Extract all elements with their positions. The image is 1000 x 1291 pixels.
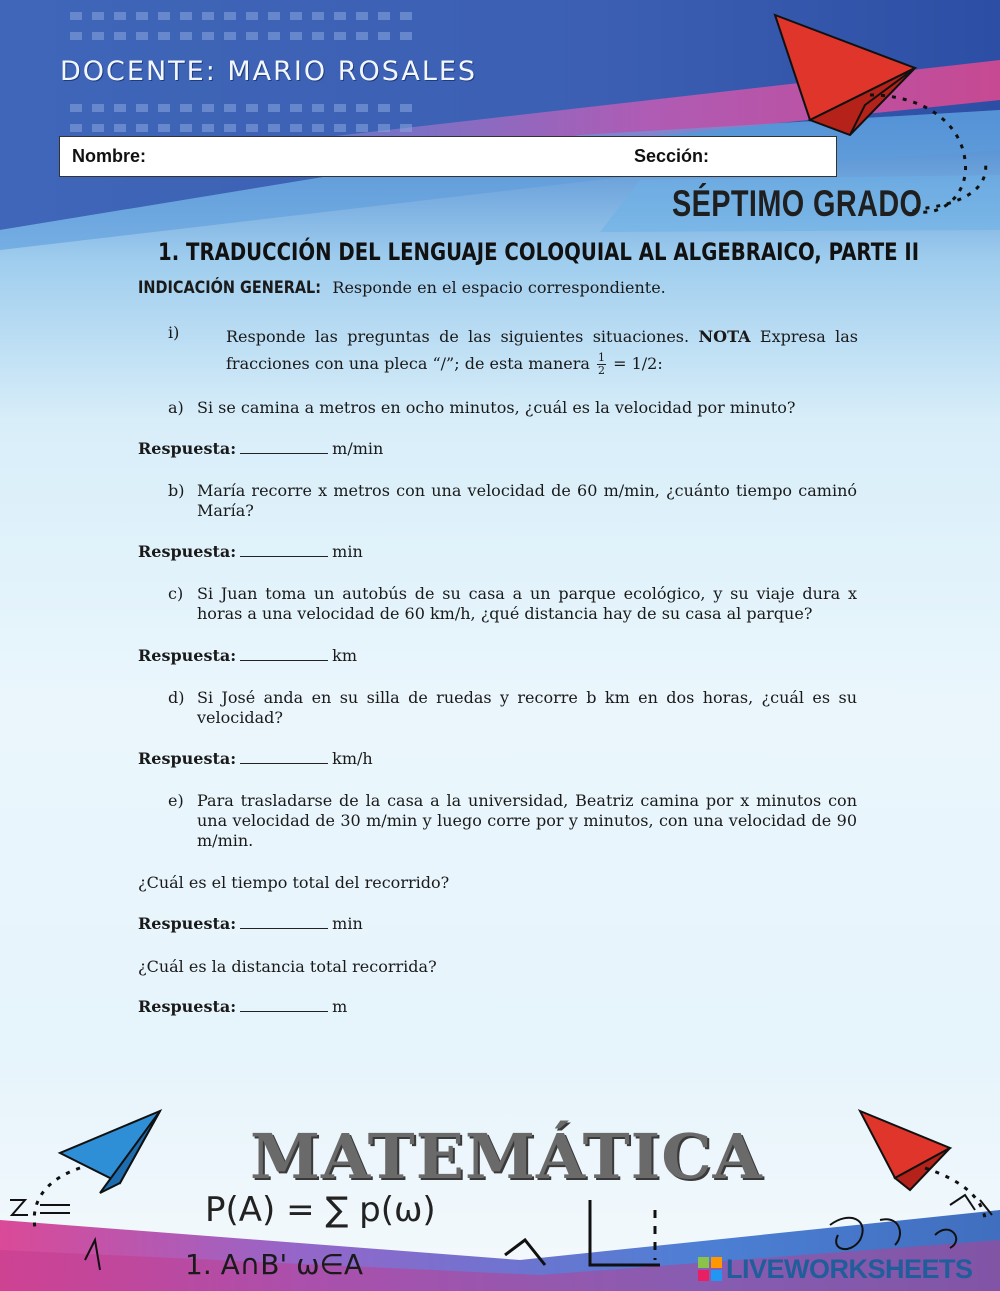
- instruction-text-after: Expresa las fracciones con una pleca “/”; de esta manera: [226, 327, 858, 373]
- answer-a-blank[interactable]: [240, 439, 328, 454]
- question-b-text: María recorre x metros con una velocidad de 60 m/min, ¿cuánto tiempo caminó María?: [197, 481, 857, 520]
- fraction-numerator: 1: [598, 351, 605, 364]
- answer-b: [138, 542, 363, 561]
- liveworksheets-logo[interactable]: LIVEWORKSHEETS: [726, 1254, 973, 1284]
- answer-e-distance: [138, 997, 347, 1016]
- probability-formula: P(A) = ∑ p(ω): [205, 1190, 436, 1230]
- indication-label: INDICACIÓN GENERAL:: [138, 278, 322, 298]
- instruction-text: [226, 323, 858, 377]
- grade-title: SÉPTIMO GRADO: [672, 183, 923, 224]
- answer-label: Respuesta:: [138, 646, 237, 665]
- answer-e-distance-blank[interactable]: [240, 997, 328, 1012]
- indication-text: Responde en el espacio correspondiente.: [332, 278, 666, 297]
- instruction-marker: i): [168, 323, 180, 342]
- question-d-text: Si José anda en su silla de ruedas y recorre b km en dos horas, ¿cuál es su velocidad?: [197, 688, 857, 727]
- question-b-marker: b): [168, 481, 185, 500]
- fraction-denominator: 2: [598, 364, 605, 377]
- liveworksheets-logo-icon: [697, 1256, 723, 1282]
- answer-unit: min: [332, 542, 363, 561]
- answer-d-blank[interactable]: [240, 749, 328, 764]
- answer-a: [138, 439, 383, 458]
- answer-unit: m: [332, 997, 348, 1016]
- instruction-text-before: Responde las preguntas de las siguientes situaciones.: [226, 327, 699, 346]
- answer-b-blank[interactable]: [240, 542, 328, 557]
- question-c-text: Si Juan toma un autobús de su casa a un parque ecológico, y su viaje dura x horas a una velocidad de 60 km/h, ¿qué distancia hay de su casa al parque?: [197, 584, 857, 623]
- answer-unit: km/h: [332, 749, 373, 768]
- question-e-marker: e): [168, 791, 184, 810]
- question-c-marker: c): [168, 584, 184, 603]
- answer-d: [138, 749, 373, 768]
- name-label: Nombre:: [72, 146, 147, 166]
- answer-label: Respuesta:: [138, 749, 237, 768]
- teacher-name: DOCENTE: MARIO ROSALES: [60, 56, 478, 87]
- answer-label: Respuesta:: [138, 997, 237, 1016]
- answer-label: Respuesta:: [138, 914, 237, 933]
- subject-banner: MATEMÁTICA: [250, 1120, 763, 1193]
- answer-unit: m/min: [332, 439, 384, 458]
- question-e-text: Para trasladarse de la casa a la universidad, Beatriz camina por x minutos con una velocidad de 30 m/min y luego corre por y minutos, con una velocidad de 90 m/min.: [197, 791, 857, 850]
- subquestion-distance: ¿Cuál es la distancia total recorrida?: [138, 957, 437, 976]
- set-expression: 1. A∩B' ω∈A: [185, 1248, 364, 1281]
- answer-label: Respuesta:: [138, 439, 237, 458]
- student-info-box: [59, 136, 837, 177]
- question-d-marker: d): [168, 688, 185, 707]
- answer-e-time-blank[interactable]: [240, 914, 328, 929]
- answer-c: [138, 646, 357, 665]
- answer-label: Respuesta:: [138, 542, 237, 561]
- general-indication: [138, 278, 666, 298]
- instruction-text-end: = 1/2:: [608, 354, 663, 373]
- worksheet-title: 1. TRADUCCIÓN DEL LENGUAJE COLOQUIAL AL ALGEBRAICO, PARTE II: [158, 238, 920, 266]
- fraction-example: [597, 352, 606, 377]
- question-a-text: Si se camina a metros en ocho minutos, ¿cuál es la velocidad por minuto?: [197, 398, 796, 417]
- answer-e-time: [138, 914, 363, 933]
- answer-unit: min: [332, 914, 363, 933]
- answer-unit: km: [332, 646, 358, 665]
- subquestion-time: ¿Cuál es el tiempo total del recorrido?: [138, 873, 450, 892]
- note-label: NOTA: [698, 327, 751, 346]
- question-a-marker: a): [168, 398, 184, 417]
- section-label: Sección:: [634, 146, 710, 166]
- answer-c-blank[interactable]: [240, 646, 328, 661]
